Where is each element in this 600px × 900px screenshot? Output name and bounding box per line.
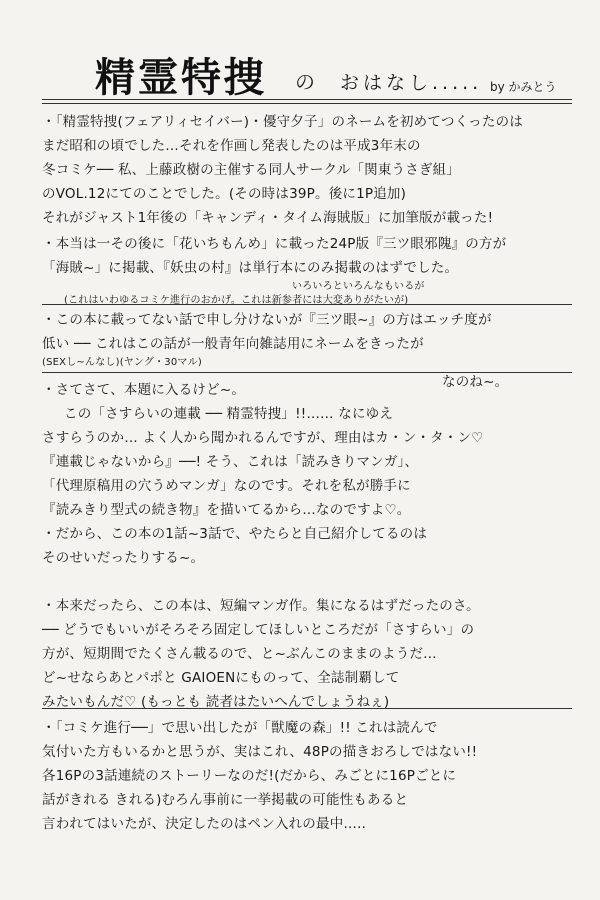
title-particle: の	[295, 70, 315, 94]
text-line: そのせいだったりする~。	[42, 550, 205, 566]
text-line: ・「精霊特捜(フェアリィセイバー)・優守夕子」のネームを初めてつくったのは	[42, 114, 523, 130]
page-subtitle: おはなし.....	[340, 72, 483, 94]
text-line: ・本当は一その後に「花いちもんめ」に載った24P版『三ツ眼邪隗』の方が	[42, 236, 507, 252]
text-line: ・だから、この本の1話~3話で、やたらと自己紹介してるのは	[42, 526, 428, 542]
text-line: それがジャスト1年後の「キャンディ・タイム海賊版」に加筆版が載った!	[42, 210, 494, 226]
author-byline: by かみとう	[490, 80, 557, 94]
text-line: ── どうでもいいがそろそろ固定してほしいところだが「さすらい」の	[42, 622, 475, 638]
text-line: のVOL.12にてのことでした。(その時は39P。後に1P追加)	[42, 186, 407, 202]
text-line: 各16Pの3話連続のストーリーなのだ!(だから、みごとに16Pごとに	[42, 768, 457, 784]
section-divider	[42, 304, 572, 305]
note-line: (これはいわゆるコミケ進行のおかげ。これは新参者には大変ありがたいが)	[64, 295, 409, 306]
text-line: 方が、短期間でたくさん載るので、と~ぶんこのままのようだ…	[42, 646, 437, 662]
note-line: (SEXし~んなし)(ヤング・30マル)	[42, 357, 202, 368]
section-main-topic	[42, 378, 587, 570]
text-line: まだ昭和の頃でした…それを作画し発表したのは平成3年末の	[42, 138, 421, 154]
text-line: この「さすらいの連載 ── 精霊特捜」!!…… なにゆえ	[64, 406, 394, 422]
text-line: 気付いた方もいるかと思うが、実はこれ、48Pの描きおろしではない!!	[42, 744, 478, 760]
text-line: さすらうのか… よく人から聞かれるんですが、理由はカ・ン・タ・ン♡	[42, 430, 484, 446]
text-line: 「代理原稿用の穴うめマンガ」なのです。それを私が勝手に	[42, 478, 411, 494]
section-divider	[42, 708, 572, 709]
text-line: 『読みきり型式の続き物』を描いてるから…なのですよ♡。	[42, 502, 411, 518]
text-line: みたいもんだ♡ (もっとも 読者はたいへんでしょうねぇ)	[42, 694, 390, 710]
text-line: 話がきれる きれる)むろん事前に一挙掲載の可能性もあると	[42, 792, 409, 808]
text-line: ・さてさて、本題に入るけど~。	[42, 382, 246, 398]
section-plan	[42, 232, 587, 308]
note-small: いろいろといろんなもいるが	[292, 281, 425, 292]
text-line: ・本来だったら、この本は、短編マンガ作。集になるはずだったのさ。	[42, 598, 480, 614]
text-line: なのね~。	[442, 374, 509, 390]
page-title: 精霊特捜	[95, 54, 267, 101]
text-line: 『連載じゃないから』──! そう、これは「読みきりマンガ」、	[42, 454, 419, 470]
text-line: ・この本に載ってない話で申し分けないが『三ツ眼~』の方はエッチ度が	[42, 312, 492, 328]
section-collection	[42, 594, 587, 714]
section-origin	[42, 110, 587, 230]
text-line: 「海賊~」に掲載、『妖虫の村』は単行本にのみ掲載のはずでした。	[42, 260, 459, 276]
text-line: ・「コミケ進行──」で思い出したが「獣魔の森」!! これは読んで	[42, 720, 438, 736]
text-line: 言われてはいたが、決定したのはペン入れの最中…..	[42, 816, 367, 832]
section-comiket	[42, 716, 587, 836]
header-divider	[42, 99, 572, 104]
section-divider	[42, 372, 572, 373]
text-line: 冬コミケ── 私、上藤政樹の主催する同人サークル「関東うさぎ組」	[42, 162, 461, 178]
text-line: ど~せならあとパポと GAIOENにものって、全誌制覇して	[42, 670, 400, 686]
text-line: 低い ── これはこの話が一般青年向雑誌用にネームをきったが	[42, 336, 424, 352]
